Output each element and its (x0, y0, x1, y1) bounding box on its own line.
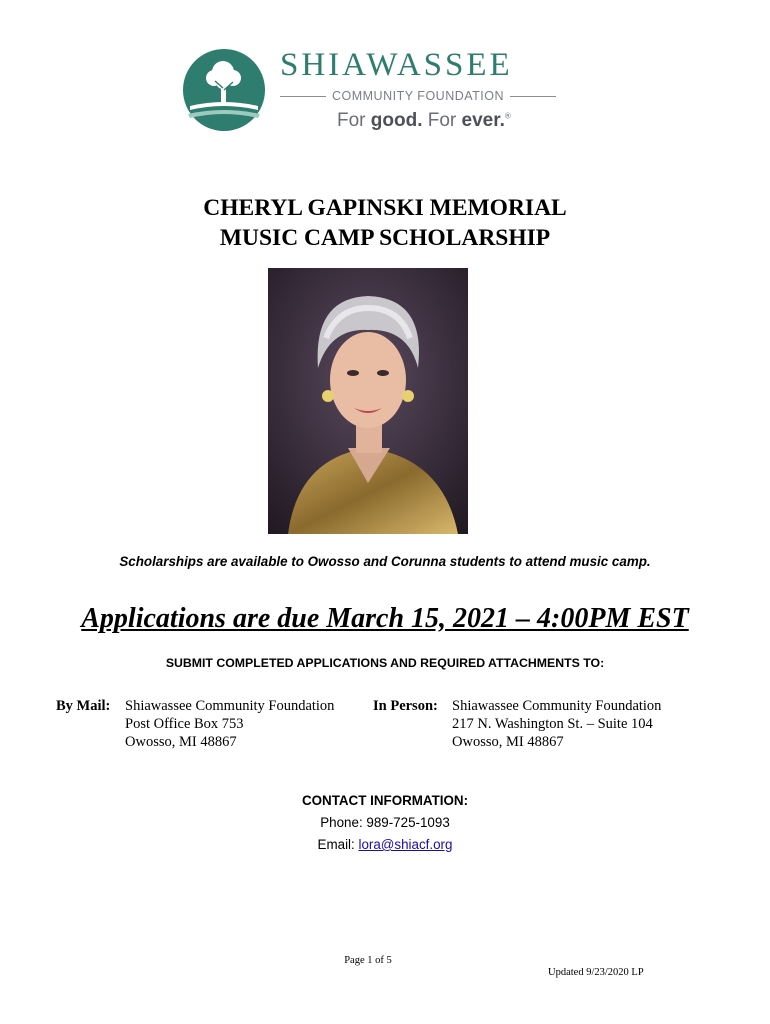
logo-name: SHIAWASSEE (280, 47, 513, 83)
foundation-logo-tree-icon (182, 48, 266, 132)
page-number: Page 1 of 5 (344, 955, 392, 966)
tagline-for: For (337, 110, 371, 131)
tagline-good: good. (370, 110, 423, 131)
memorial-portrait-photo (268, 268, 468, 534)
in-person-label: In Person: (373, 698, 438, 714)
registered-mark: ® (504, 111, 511, 121)
logo-subtitle-text: COMMUNITY FOUNDATION (331, 89, 505, 103)
contact-email-row (0, 834, 770, 856)
mail-address-line: Owosso, MI 48867 (125, 734, 237, 750)
tagline-for-2: For (422, 110, 462, 131)
divider (280, 96, 326, 97)
contact-heading: CONTACT INFORMATION: (301, 793, 469, 808)
title-line-2: MUSIC CAMP SCHOLARSHIP (219, 225, 551, 251)
in-person-address-line: 217 N. Washington St. – Suite 104 (452, 716, 653, 732)
mail-address (125, 697, 334, 751)
intro-statement: Scholarships are available to Owosso and Corunna students to attend music camp. (119, 554, 651, 569)
in-person-address (452, 697, 661, 751)
tagline-ever: ever. (461, 110, 505, 131)
divider (510, 96, 556, 97)
submit-heading: SUBMIT COMPLETED APPLICATIONS AND REQUIRED ATTACHMENTS TO: (165, 656, 605, 670)
due-date-heading: Applications are due March 15, 2021 – 4:00PM EST (81, 603, 689, 634)
in-person-address-line: Shiawassee Community Foundation (452, 698, 662, 714)
logo-subtitle (280, 89, 556, 103)
contact-phone: Phone: 989-725-1093 (320, 815, 450, 830)
updated-note: Updated 9/23/2020 LP (548, 967, 644, 978)
title-line-1: CHERYL GAPINSKI MEMORIAL (203, 195, 567, 221)
mail-label: By Mail: (56, 698, 111, 714)
contact-email-link[interactable]: lora@shiacf.org (358, 837, 453, 852)
mail-address-line: Shiawassee Community Foundation (125, 698, 335, 714)
logo-tagline (337, 110, 511, 132)
mail-address-line: Post Office Box 753 (125, 716, 244, 732)
contact-information (0, 790, 770, 856)
in-person-address-line: Owosso, MI 48867 (452, 734, 564, 750)
document-title (0, 193, 770, 253)
contact-email-label: Email: (317, 837, 359, 852)
